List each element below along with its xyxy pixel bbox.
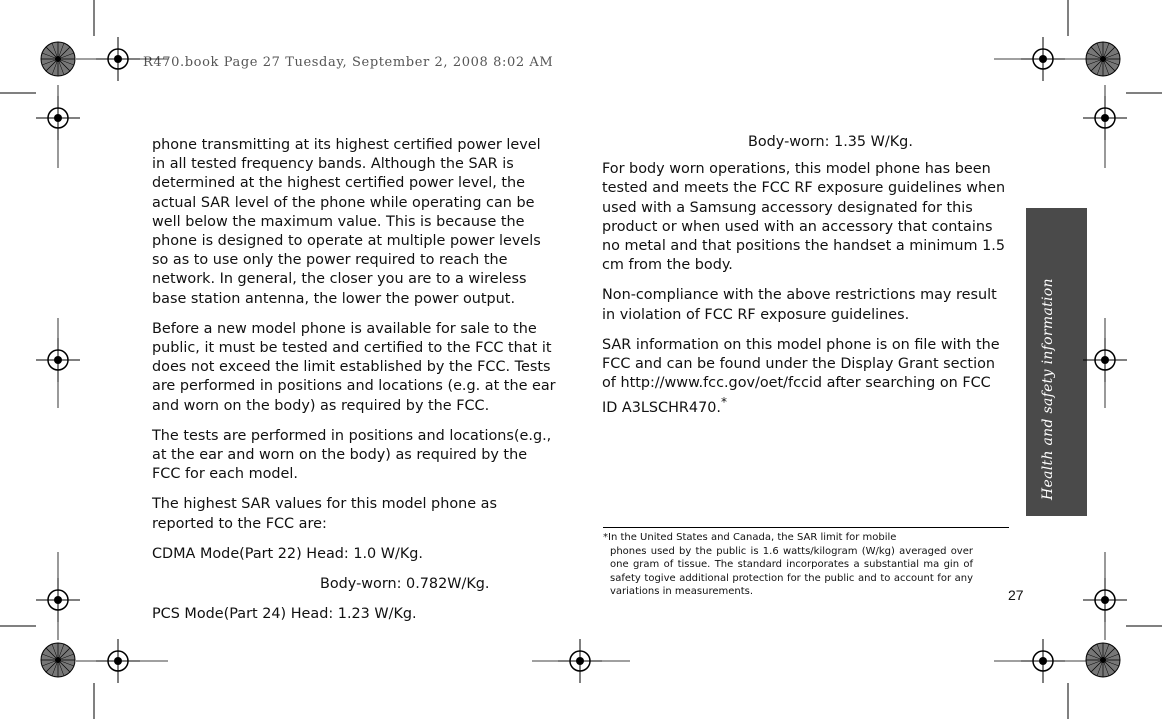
registration-mark-icon (1083, 338, 1127, 382)
registration-mark-icon (96, 37, 140, 81)
registration-mark-icon (36, 338, 80, 382)
star-target-icon (41, 643, 75, 677)
header-stamp: R470.book Page 27 Tuesday, September 2, 2008 8:02 AM (143, 55, 554, 70)
sar-pcs-head: PCS Mode(Part 24) Head: 1.23 W/Kg. (152, 606, 417, 623)
registration-mark-icon (1083, 96, 1127, 140)
star-target-icon (1086, 643, 1120, 677)
footnote-first-line: *In the United States and Canada, the SAR limit for mobile (603, 532, 897, 543)
star-target-icon (1086, 42, 1120, 76)
paragraph-tests: The tests are performed in positions and locations(e.g., at the ear and worn on the body) as required by the FCC for each model. (152, 427, 552, 483)
page-number: 27 (1008, 587, 1024, 603)
registration-mark-icon (36, 96, 80, 140)
sar-cdma-body: Body-worn: 0.782W/Kg. (320, 576, 490, 593)
registration-mark-icon (558, 639, 602, 683)
footnote-body: phones used by the public is 1.6 watts/kilogram (W/kg) averaged over one gram of tissue. The standard incorporates a substantial ma gin of safety togive additional protection for the public and to account for any variations in measurements. (610, 545, 973, 598)
section-side-tab-label: Health and safety information (1040, 278, 1056, 500)
footnote-marker: * (720, 395, 727, 410)
paragraph-fcc-certification: Before a new model phone is available for sale to the public, it must be tested and certified to the FCC that it does not exceed the limit established by the FCC. Tests are performed in positions and locations (e.g. at the ear and worn on the body) as required by the FCC. (152, 320, 556, 414)
registration-mark-icon (36, 578, 80, 622)
fcc-info-text: SAR information on this model phone is on file with the FCC and can be found under the Display Grant section of http://www.fcc.gov/oet/fccid after searching on FCC ID A3LSCHR470. (602, 336, 1000, 417)
paragraph-sar-intro: phone transmitting at its highest certified power level in all tested frequency bands. Although the SAR is determined at the highest certified power level, the actual SAR level of the phone while operating can be well below the maximum value. This is because the phone is designed to operate at multiple power levels so as to use only the power required to reach the network. In general, the closer you are to a wireless base station antenna, the lower the power output. (152, 137, 541, 307)
paragraph-highest-sar: The highest SAR values for this model phone as reported to the FCC are: (152, 496, 497, 532)
registration-mark-icon (1021, 639, 1065, 683)
paragraph-body-worn: For body worn operations, this model phone has been tested and meets the FCC RF exposure guidelines when used with a Samsung accessory designated for this product or when used with an accessory that contains no metal and that positions the handset a minimum 1.5 cm from the body. (602, 161, 1006, 274)
registration-mark-icon (1021, 37, 1065, 81)
registration-mark-icon (1083, 578, 1127, 622)
sar-cdma-head: CDMA Mode(Part 22) Head: 1.0 W/Kg. (152, 545, 424, 562)
sar-pcs-body: Body-worn: 1.35 W/Kg. (748, 134, 913, 150)
registration-mark-icon (96, 639, 140, 683)
star-target-icon (41, 42, 75, 76)
paragraph-non-compliance: Non-compliance with the above restrictions may result in violation of FCC RF exposure guidelines. (602, 287, 997, 323)
